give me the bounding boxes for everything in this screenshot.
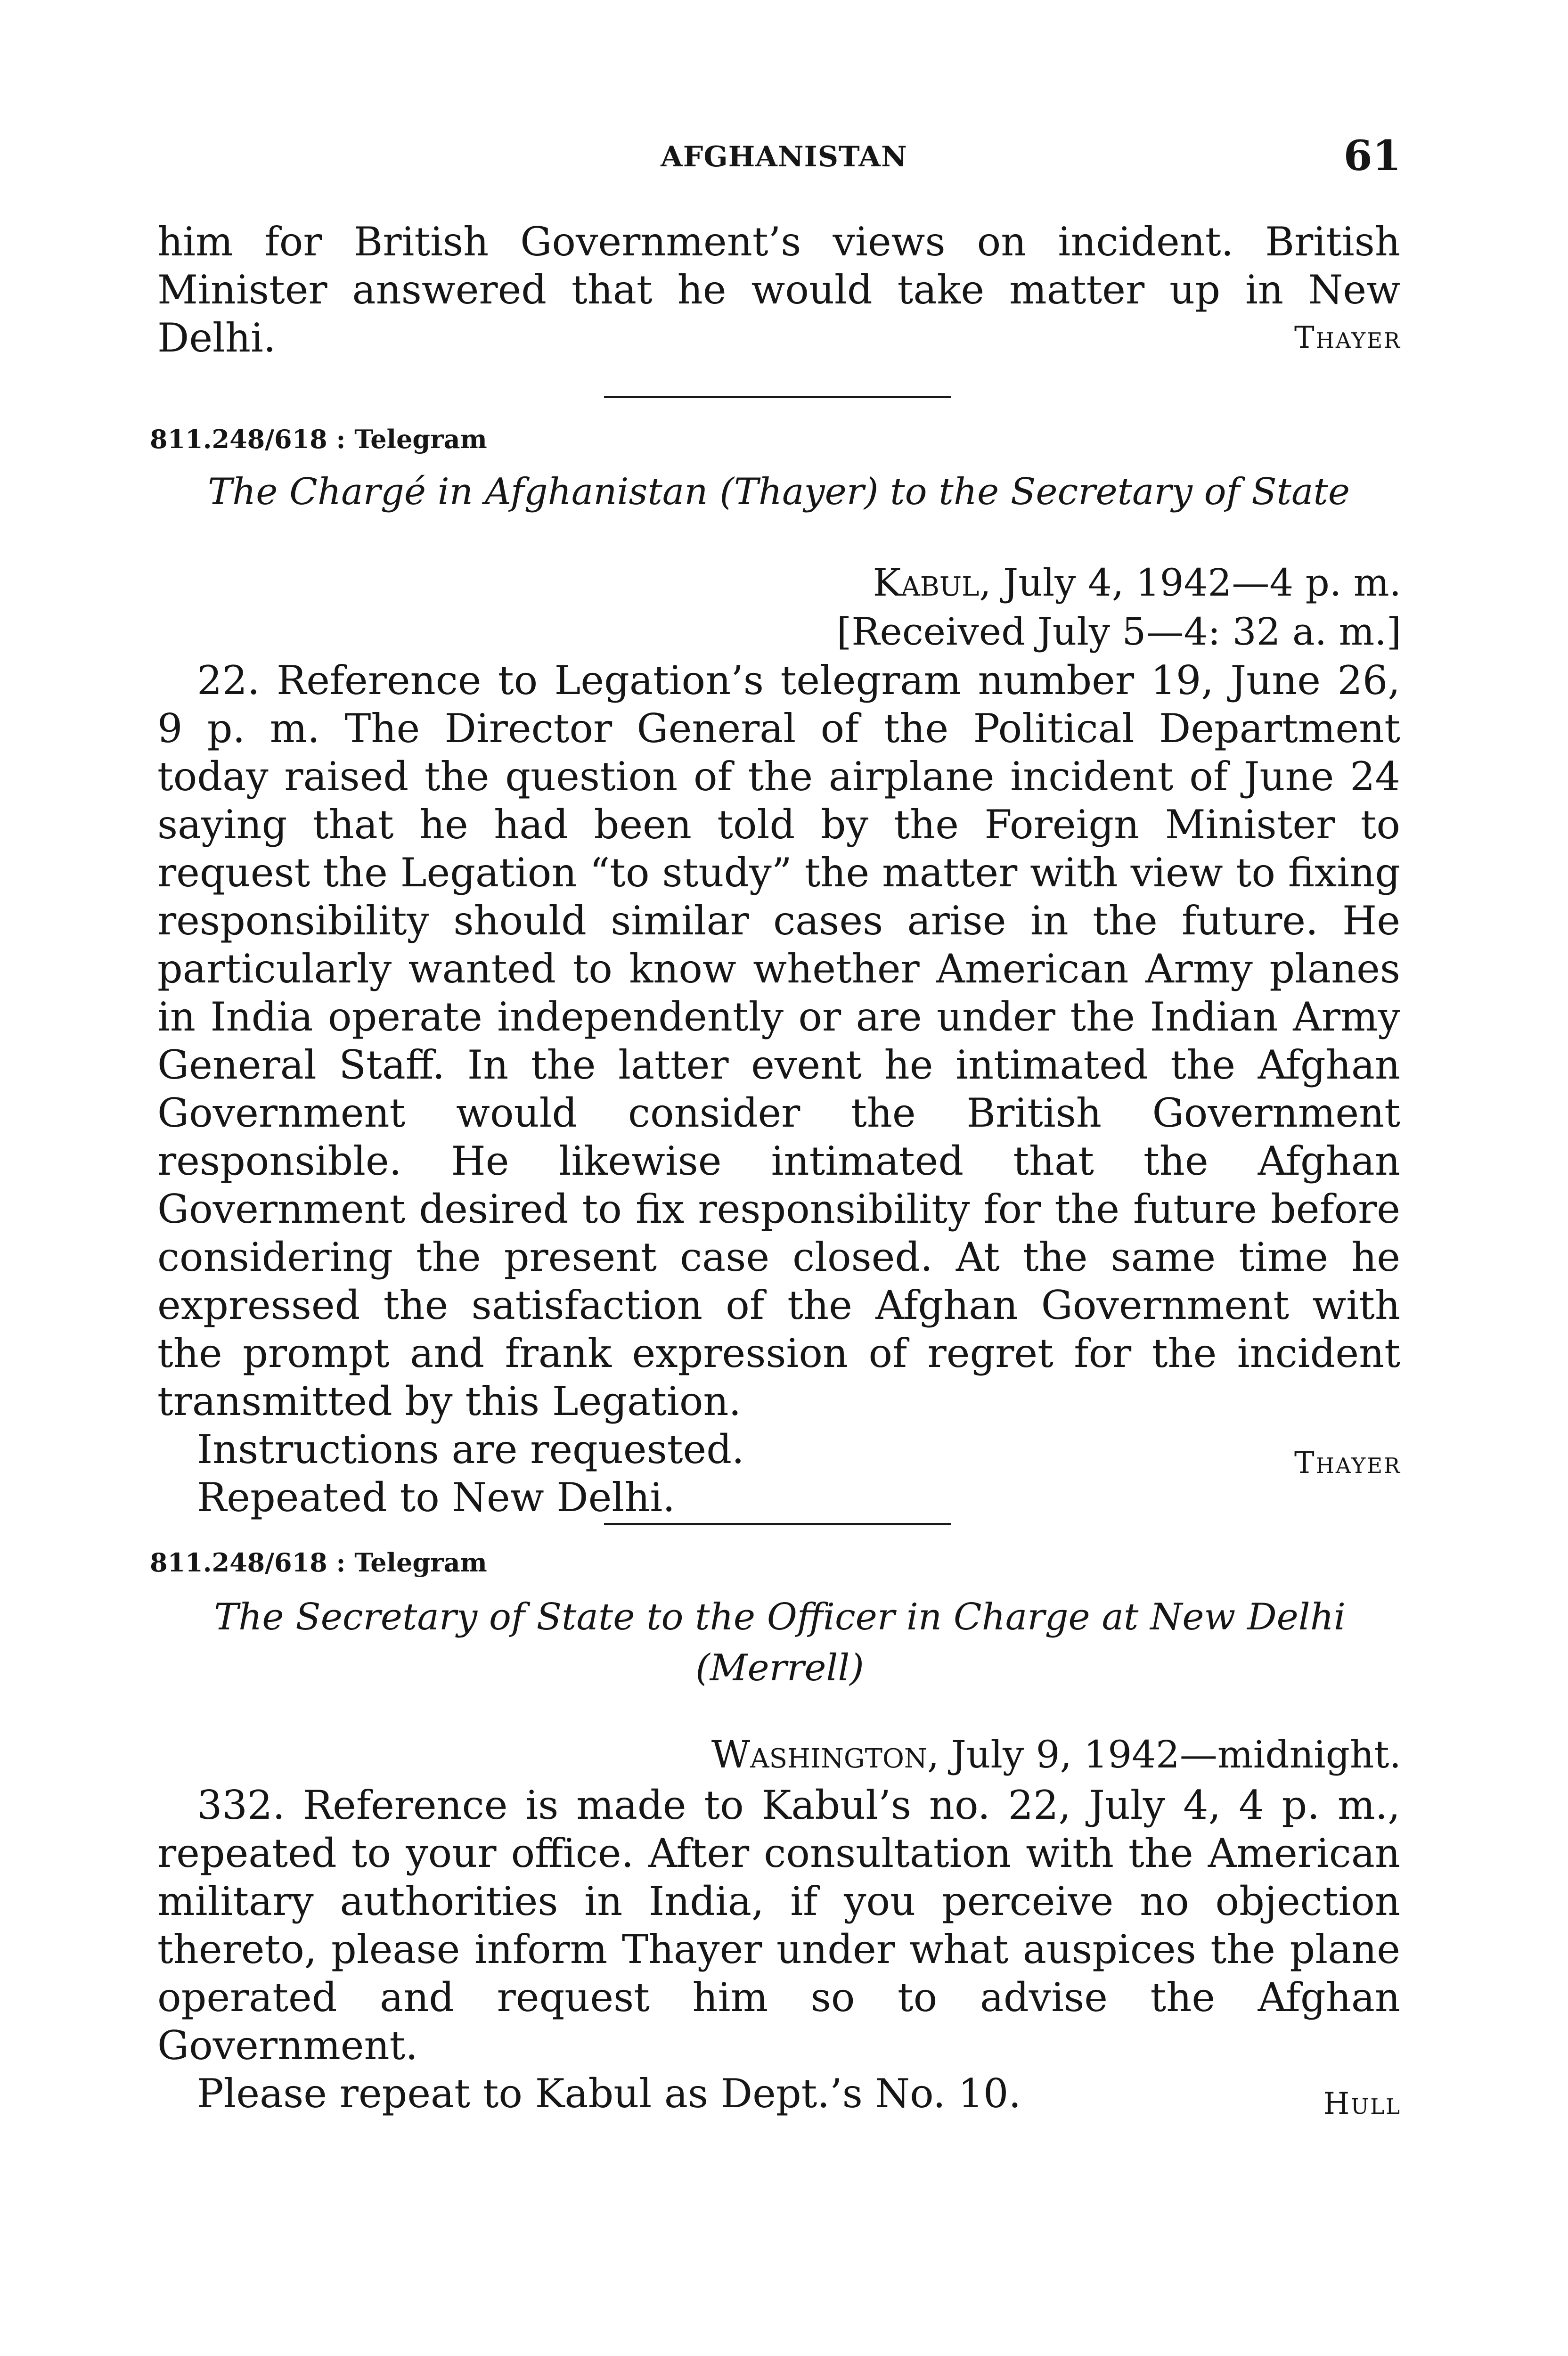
doc1-date: , July 4, 1942—4 p. m. (979, 561, 1401, 605)
doc1-file-reference: 811.248/618 : Telegram (150, 424, 487, 454)
page-number: 61 (1343, 131, 1401, 180)
doc1-place: Kabul (873, 561, 980, 605)
doc2-file-reference: 811.248/618 : Telegram (150, 1547, 487, 1578)
doc2-date: , July 9, 1942—midnight. (927, 1733, 1401, 1776)
doc1-received: [Received July 5—4: 32 a. m.] (837, 610, 1401, 654)
doc2-paragraph: 332. Reference is made to Kabul’s no. 22, July 4, 4 p. m., repeated to your office. After consultation with the American military authorities in India, if you perceive no objection thereto, please inform Thayer under what auspices the plane operated and request him so to advise the Afghan Government. (157, 1782, 1400, 2069)
doc1-paragraph: 22. Reference to Legation’s telegram number 19, June 26, 9 p. m. The Director General of the Political Department today raised the question of the airplane incident of June 24 saying that he had been told by the Foreign Minister to request the Legation “to study” the matter with view to fixing responsibility should similar cases arise in the future. He particularly wanted to know whether American Army planes in India operate independently or are under the Indian Army General Staff. In the latter event he intimated the Afghan Government would consider the British Government responsible. He likewise intimated that the Afghan Government desired to fix responsibility for the future before considering the present case closed. At the same time he expressed the satisfaction of the Afghan Government with the prompt and frank expression of regret for the incident transmitted by this Legation. (157, 657, 1400, 1424)
continuation-text: him for British Government’s views on incident. British Minister answered that he would take matter up in New Delhi. (157, 219, 1400, 361)
doc1-signature: Thayer (1294, 1446, 1401, 1481)
continuation-signature: Thayer (1294, 320, 1401, 355)
section-divider (604, 1523, 951, 1525)
doc2-signature: Hull (1323, 2086, 1401, 2121)
doc1-body (157, 656, 1400, 1522)
doc2-place: Washington (711, 1733, 927, 1776)
running-title: AFGHANISTAN (661, 140, 907, 173)
doc1-paragraph: Repeated to New Delhi. (197, 1474, 675, 1521)
doc2-paragraph: Please repeat to Kabul as Dept.’s No. 10. (197, 2070, 1021, 2117)
doc1-dateline (873, 558, 1401, 607)
section-divider (604, 396, 951, 398)
doc1-paragraph: Instructions are requested. (197, 1426, 744, 1472)
doc2-dateline (711, 1730, 1401, 1779)
doc1-heading: The Chargé in Afghanistan (Thayer) to the Secretary of State (207, 471, 1350, 513)
doc2-heading: The Secretary of State to the Officer in Charge at New Delhi (Merrell) (214, 1596, 1346, 1689)
doc2-body (157, 1781, 1400, 2118)
